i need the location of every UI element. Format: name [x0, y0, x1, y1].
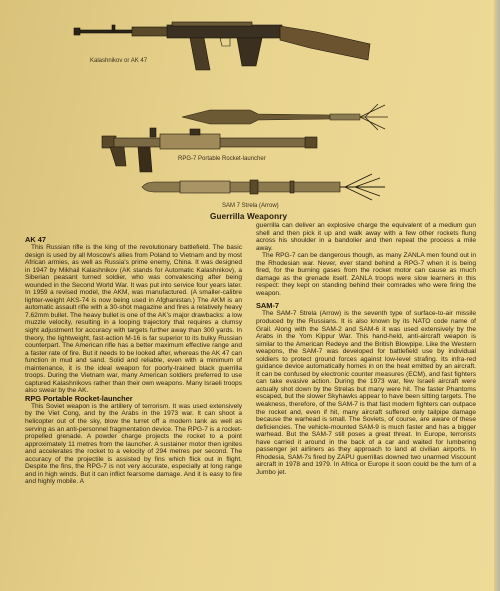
- rpg7-caption: RPG-7 Portable Rocket-launcher: [178, 156, 266, 162]
- rpg-continued-text: guerrilla can deliver an explosive charge the equivalent of a medium gun shell and then pick it up and walk away with a few other rockets flung across his shoulder in a bandolier and then repeat the process a mile away.: [256, 222, 476, 252]
- ak47-caption: Kalashnikov or AK 47: [90, 58, 148, 64]
- section-title: Guerrilla Weaponry: [210, 212, 288, 221]
- sam7-caption: SAM 7 Strela (Arrow): [222, 203, 279, 209]
- ak47-illustration: [72, 14, 372, 84]
- sam7-heading: SAM-7: [256, 301, 279, 311]
- ak47-text: This Russian rifle is the king of the revolutionary battlefield. The basic design is used by all Moscow's allies from Poland to Vietnam and by most African armies, as well as Russia's prime enemy, China. It was designed in 1947 by Mikhail Kalashnikov (AK stands for Automatic Kalashnikov), a Siberian peasant turned soldier, who was convalescing after being wounded in the Second World War. It was put into service four years later. In 1959 a revised model, the AKM, was manufactured. (A smaller-calibre lighter-weight AKS-74 is now being used in Afghanistan.) The AKM is an automatic assault rifle with a 30-shot magazine and fires a relatively heavy 7.62mm bullet. The heavy bullet is one of the AK's major drawbacks: a low muzzle velocity, resulting in a looping trajectory that requires a clumsy sight adjustment for accuracy with targets further away than 300 yards. In theory, the lightweight, fast-action M-16 is far superior to its bulky Russian counterpart. The American rifle has a better maximum effective range and a faster rate of fire. But it needs to be looked after, whereas the AK 47 can function in mud and sand. Solid and reliable, even with a minimum of maintenance, it is the ideal weapon for poorly-trained black guerrilla troops. During the Vietnam war, many American soldiers preferred to use captured Kalashnikovs rather than their own weapons. Many Israeli troops also swear by the AK.: [25, 244, 242, 395]
- page-edge-shadow: [494, 0, 500, 591]
- sam7-text: The SAM-7 Strela (Arrow) is the seventh type of surface-to-air missile produced by the Russians. It is also known by its NATO code name of Grail. Along with the SAM-2 and SAM-6 it was used extensively by the Arabs in the Yom Kippur War. This hand-held, anti-aircraft weapon is similar to the American Redeye and the British Blowpipe. Like the Western weapons, the SAM-7 was developed for battlefield use by individual soldiers to protect ground forces against low-level strafing. Its infra-red guidance device automatically homes in on the heat emitted by an aircraft. It can be confused by electronic counter measures (ECM), and fast fighters can take evasive action. During the 1973 war, few Israeli aircraft were actually shot down by the Strelas but many were hit. The faster Phantoms escaped, but the slower Skyhawks appear to have been sitting targets. The weakness, therefore, of the SAM-7 is that fast modern fighters can outpace the rocket and, even if hit, many aircraft suffered only tailpipe damage because the warhead is small. The Soviets, of course, are aware of these deficiencies. The vehicle-mounted SAM-9 is much faster and has a bigger warhead. But the SAM-7 still poses a great threat. In Europe, terrorists have carried it around in the back of a car and waited for lumbering passenger jet airliners as they approach to land at civilian airports. In Rhodesia, SAM-7s fired by ZAPU guerrillas downed two unarmed Viscount aircraft in 1978 and 1979. In Africa or Europe it soon could be the turn of a Jumbo jet.: [256, 310, 476, 476]
- ak47-heading: AK 47: [25, 235, 46, 244]
- right-column: [256, 222, 476, 477]
- rpg-text: This Soviet weapon is the artillery of terrorism. It was used extensively by the Viet Cong, and by the Arabs in the 1973 war. It can shoot a helicopter out of the sky, blow the turret off a modern tank as well as serving as an anti-personnel fragmentation device. The RPG-7 is a rocket-propelled grenade. A powder charge projects the rocket to a point approximately 11 metres from the launcher. A sustainer motor then ignites and accelerates the rocket to a velocity of 294 metres per second. The accuracy of the projectile is assisted by fins which flick out in flight. Despite the fins, the RPG-7 is not very accurate, especially at long range and in high winds. But it can inflict fearsome damage. And it is easy to fire and highly mobile. A: [25, 402, 242, 486]
- left-column: [25, 236, 242, 486]
- rpg-second-paragraph: The RPG-7 can be dangerous though, as many ZANLA men found out in the Rhodesian war. Never, ever stand behind a RPG-7 when it is being fired, for the burning gases from the rocket motor can cause as much damage as the grenade itself. ZANLA troops were slow learners in this respect: they kept on standing behind their comrades who were firing the weapon.: [256, 252, 476, 297]
- sam7-illustration: [140, 172, 390, 202]
- rpg-heading: RPG Portable Rocket-launcher: [25, 393, 133, 403]
